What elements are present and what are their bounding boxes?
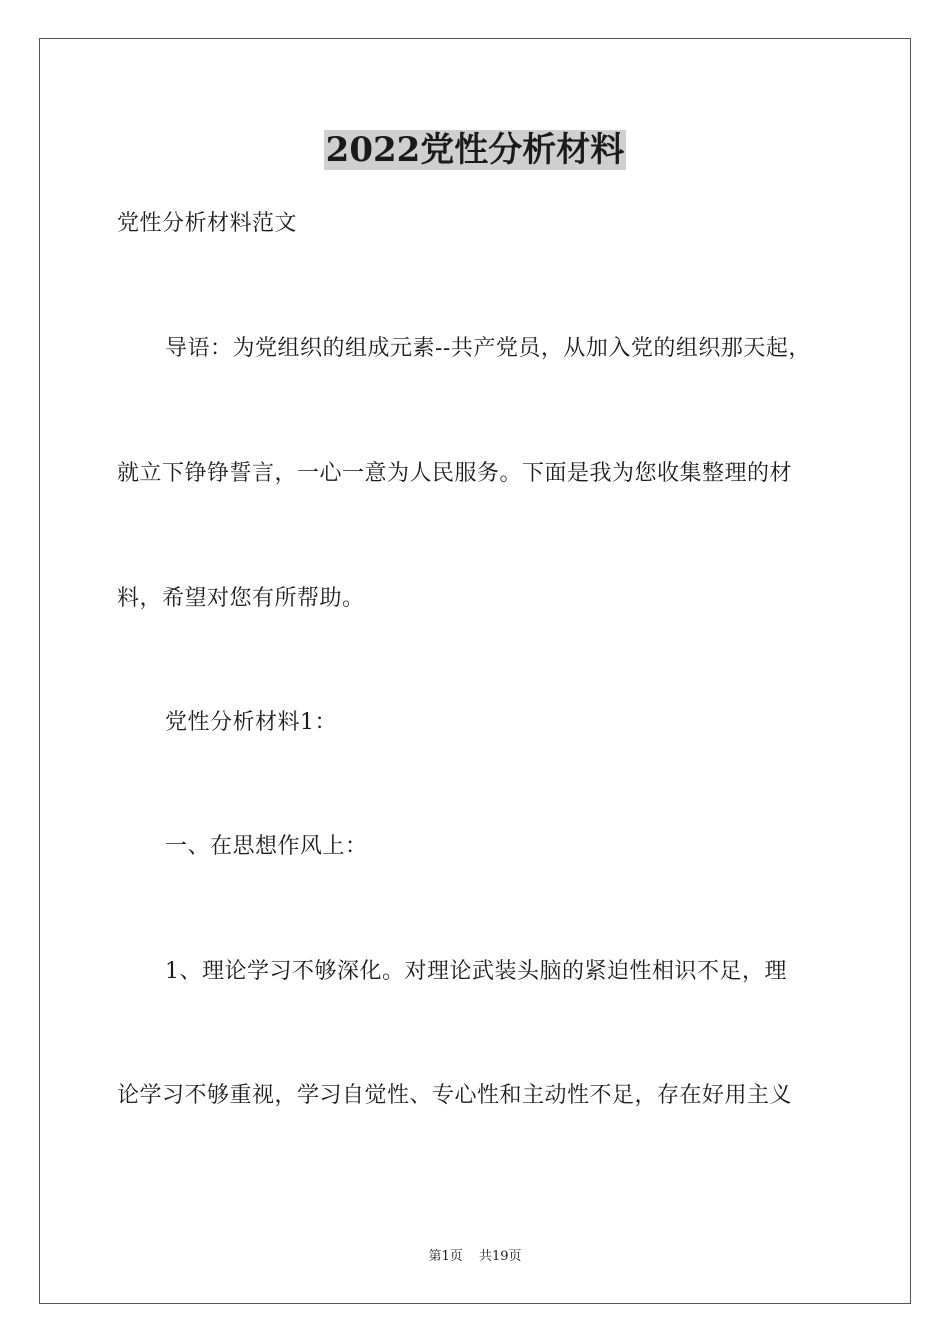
paragraph-line: 就立下铮铮誓言，一心一意为人民服务。下面是我为您收集整理的材	[117, 461, 793, 486]
document-title	[0, 126, 950, 174]
document-title-text: 2022党性分析材料	[325, 130, 625, 170]
section-heading: 一、在思想作风上：	[165, 834, 368, 859]
paragraph-line: 导语：为党组织的组成元素--共产党员，从加入党的组织那天起，	[165, 336, 811, 361]
paragraph-subtitle: 党性分析材料范文	[117, 211, 298, 236]
page-number: 第1页	[428, 1249, 463, 1264]
page-footer	[0, 1248, 950, 1266]
paragraph-line: 论学习不够重视，学习自觉性、专心性和主动性不足，存在好用主义	[117, 1083, 793, 1108]
paragraph-line: 1、理论学习不够深化。对理论武装头脑的紧迫性相识不足，理	[165, 959, 787, 984]
section-heading: 党性分析材料1：	[165, 710, 337, 735]
page-total: 共19页	[478, 1249, 522, 1264]
paragraph-line: 料，希望对您有所帮助。	[117, 586, 365, 611]
